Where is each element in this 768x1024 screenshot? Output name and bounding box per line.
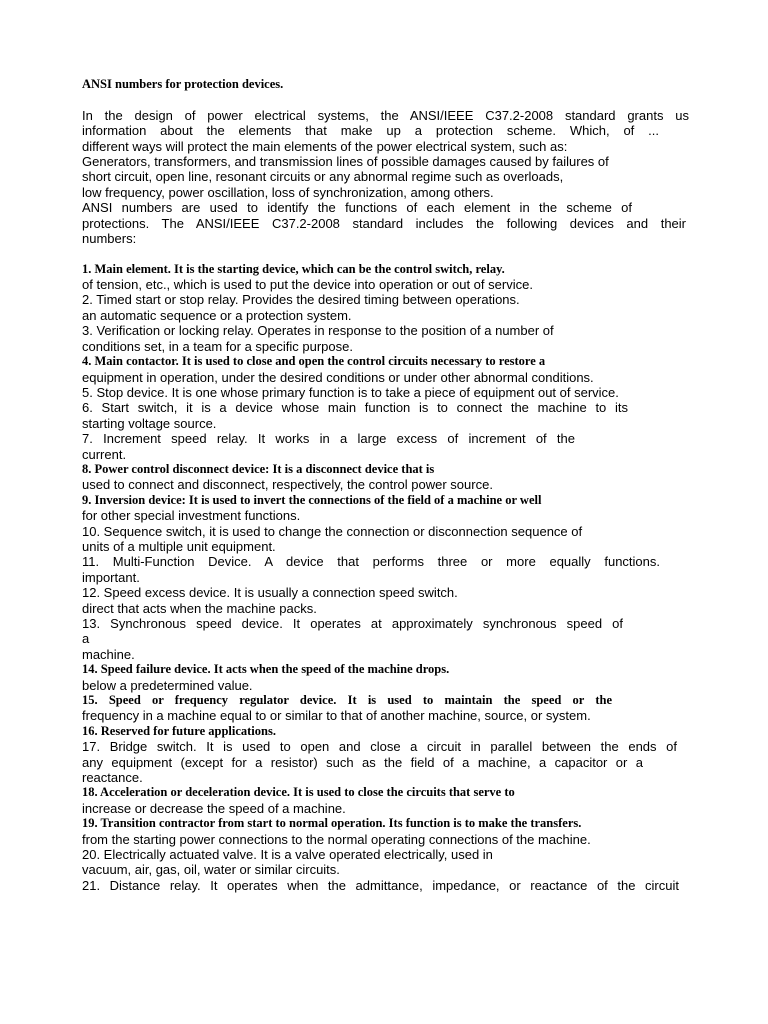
list-item: used to connect and disconnect, respectively, the control power source.: [82, 477, 493, 492]
document-title: ANSI numbers for protection devices.: [82, 77, 284, 91]
list-item: 4. Main contactor. It is used to close and open the control circuits necessary to restore a: [82, 354, 546, 368]
intro-line: In the design of power electrical systems, the ANSI/IEEE C37.2-2008 standard grants us: [82, 108, 689, 123]
list-item: 2. Timed start or stop relay. Provides the desired timing between operations.: [82, 292, 520, 307]
list-item: below a predetermined value.: [82, 678, 253, 693]
list-item: any equipment (except for a resistor) such as the field of a machine, a capacitor or a: [82, 755, 643, 770]
list-item: units of a multiple unit equipment.: [82, 539, 276, 554]
list-item: from the starting power connections to the normal operating connections of the machine.: [82, 832, 591, 847]
list-item: an automatic sequence or a protection system.: [82, 308, 352, 323]
list-item: conditions set, in a team for a specific purpose.: [82, 339, 353, 354]
list-item: equipment in operation, under the desired conditions or under other abnormal conditions.: [82, 370, 594, 385]
list-item: 16. Reserved for future applications.: [82, 724, 276, 738]
list-item: 17. Bridge switch. It is used to open and close a circuit in parallel between the ends of: [82, 739, 677, 754]
list-item: 3. Verification or locking relay. Operates in response to the position of a number of: [82, 323, 554, 338]
list-item: a: [82, 631, 90, 646]
intro-line: protections. The ANSI/IEEE C37.2-2008 standard includes the following devices and their: [82, 216, 686, 231]
list-item: 7. Increment speed relay. It works in a large excess of increment of the: [82, 431, 575, 446]
intro-line: Generators, transformers, and transmission lines of possible damages caused by failures of: [82, 154, 609, 169]
list-item: machine.: [82, 647, 135, 662]
list-item: 19. Transition contractor from start to normal operation. Its function is to make the transfers.: [82, 816, 582, 830]
list-item: 5. Stop device. It is one whose primary function is to take a piece of equipment out of service.: [82, 385, 619, 400]
intro-line: ANSI numbers are used to identify the functions of each element in the scheme of: [82, 200, 632, 215]
list-item: starting voltage source.: [82, 416, 217, 431]
list-item: frequency in a machine equal to or similar to that of another machine, source, or system.: [82, 708, 591, 723]
intro-line: numbers:: [82, 231, 137, 246]
list-item: direct that acts when the machine packs.: [82, 601, 317, 616]
list-item: 6. Start switch, it is a device whose main function is to connect the machine to its: [82, 400, 628, 415]
list-item: of tension, etc., which is used to put the device into operation or out of service.: [82, 277, 533, 292]
list-item: increase or decrease the speed of a machine.: [82, 801, 346, 816]
intro-line: different ways will protect the main elements of the power electrical system, such as:: [82, 139, 568, 154]
list-item: 10. Sequence switch, it is used to change the connection or disconnection sequence of: [82, 524, 583, 539]
list-item: 8. Power control disconnect device: It is a disconnect device that is: [82, 462, 435, 476]
list-item: important.: [82, 570, 140, 585]
intro-line: low frequency, power oscillation, loss of synchronization, among others.: [82, 185, 494, 200]
list-item: 14. Speed failure device. It acts when the speed of the machine drops.: [82, 662, 450, 676]
list-item: current.: [82, 447, 127, 462]
intro-line: short circuit, open line, resonant circuits or any abnormal regime such as overloads,: [82, 169, 564, 184]
list-item: 21. Distance relay. It operates when the admittance, impedance, or reactance of the circuit: [82, 878, 679, 893]
list-item: 18. Acceleration or deceleration device. It is used to close the circuits that serve to: [82, 785, 515, 799]
list-item: for other special investment functions.: [82, 508, 301, 523]
list-item: 13. Synchronous speed device. It operates at approximately synchronous speed of: [82, 616, 623, 631]
list-item: 11. Multi-Function Device. A device that performs three or more equally functions.: [82, 554, 660, 569]
list-item: 12. Speed excess device. It is usually a connection speed switch.: [82, 585, 458, 600]
list-item: 1. Main element. It is the starting device, which can be the control switch, relay.: [82, 262, 505, 276]
list-item: 9. Inversion device: It is used to invert the connections of the field of a machine or well: [82, 493, 542, 507]
list-item: reactance.: [82, 770, 143, 785]
list-item: 20. Electrically actuated valve. It is a valve operated electrically, used in: [82, 847, 493, 862]
list-item: 15. Speed or frequency regulator device. It is used to maintain the speed or the: [82, 693, 612, 707]
intro-line: information about the elements that make up a protection scheme. Which, of ...: [82, 123, 659, 138]
list-item: vacuum, air, gas, oil, water or similar circuits.: [82, 862, 340, 877]
